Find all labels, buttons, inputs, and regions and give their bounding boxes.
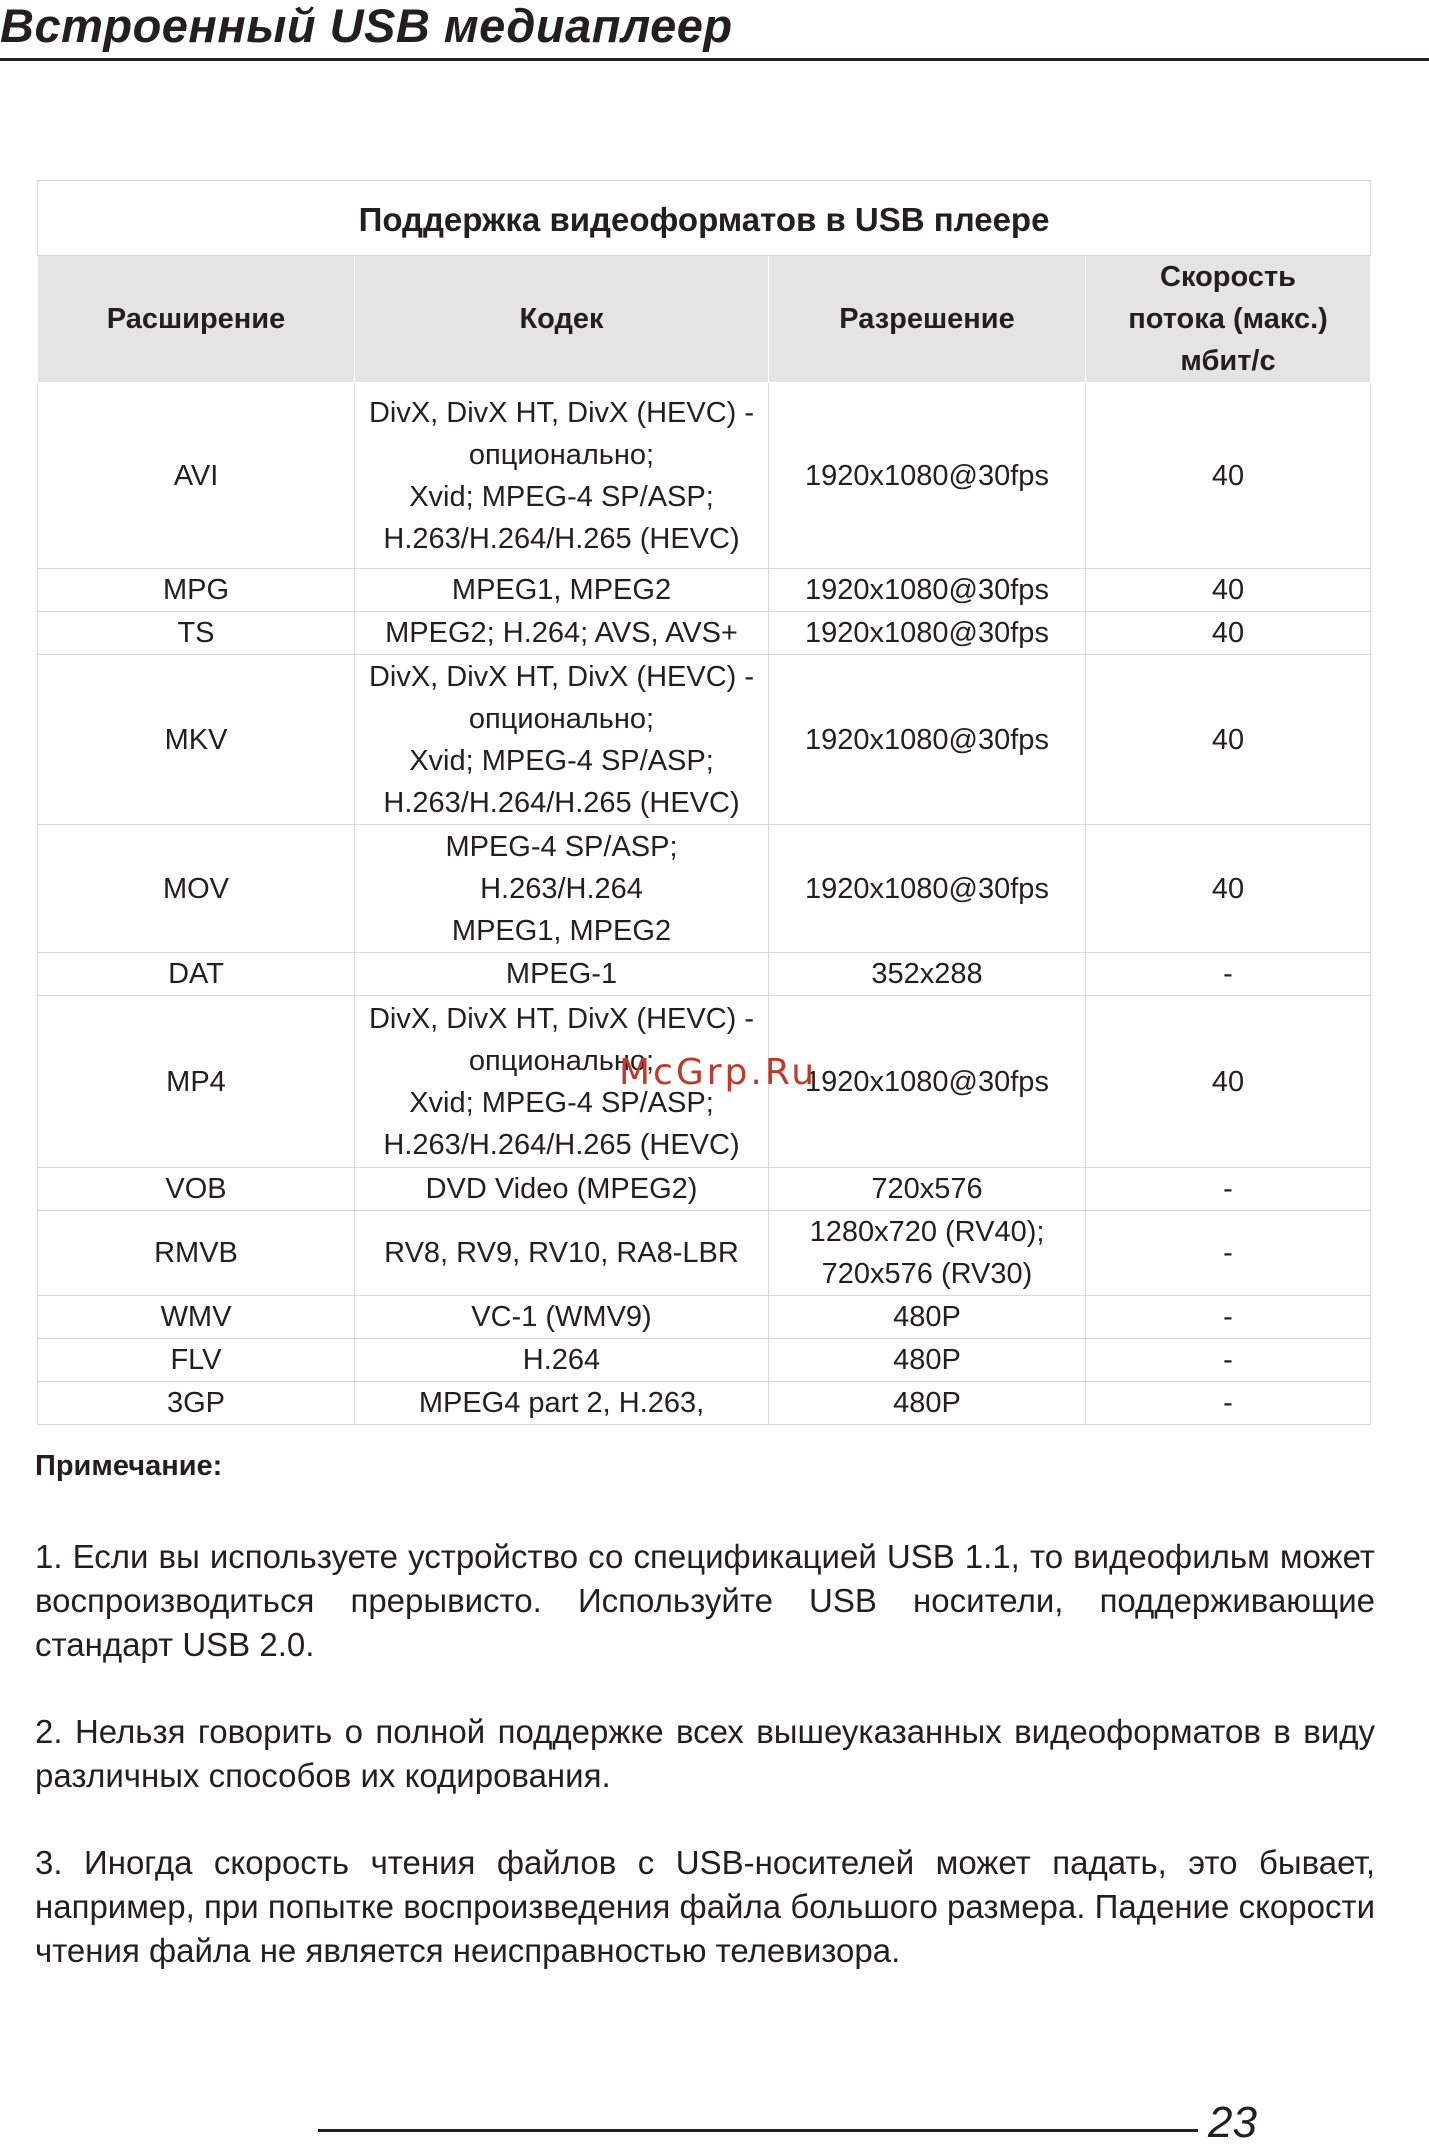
table-row: [38, 1296, 1371, 1339]
cell-resolution: 1920x1080@30fps: [769, 383, 1086, 569]
cell-bitrate: 40: [1086, 996, 1371, 1168]
notes-section: [35, 1450, 1375, 2016]
cell-bitrate: 40: [1086, 655, 1371, 825]
cell-resolution: 1920x1080@30fps: [769, 996, 1086, 1168]
video-formats-table: [37, 180, 1371, 1425]
cell-resolution: 480P: [769, 1339, 1086, 1382]
cell-resolution: 720x576: [769, 1168, 1086, 1211]
table-row: [38, 1211, 1371, 1296]
table-row: [38, 1168, 1371, 1211]
column-header-extension: Расширение: [38, 256, 355, 383]
table-row: [38, 569, 1371, 612]
cell-resolution: 352x288: [769, 953, 1086, 996]
table-caption-row: [38, 181, 1371, 256]
table-row: [38, 825, 1371, 953]
table-row: [38, 953, 1371, 996]
cell-extension: RMVB: [38, 1211, 355, 1296]
cell-resolution: 1920x1080@30fps: [769, 569, 1086, 612]
cell-resolution: 1920x1080@30fps: [769, 655, 1086, 825]
cell-bitrate: -: [1086, 1296, 1371, 1339]
table-row: [38, 383, 1371, 569]
cell-resolution: 1920x1080@30fps: [769, 612, 1086, 655]
table-row: [38, 1382, 1371, 1425]
cell-bitrate: -: [1086, 1168, 1371, 1211]
cell-codec: RV8, RV9, RV10, RA8-LBR: [355, 1211, 769, 1296]
note-item: 2. Нельзя говорить о полной поддержке всех вышеуказанных видеоформатов в виду различных способов их кодирования.: [35, 1713, 1375, 1794]
cell-codec: DivX, DivX HT, DivX (HEVC) - опционально; Xvid; MPEG-4 SP/ASP; H.263/H.264/H.265 (HEVC): [355, 996, 769, 1168]
page-header: [0, 0, 1429, 61]
cell-resolution: 480P: [769, 1296, 1086, 1339]
cell-extension: MP4: [38, 996, 355, 1168]
cell-bitrate: 40: [1086, 825, 1371, 953]
cell-bitrate: -: [1086, 1211, 1371, 1296]
table-caption: Поддержка видеоформатов в USB плеере: [38, 181, 1371, 256]
notes-title: Примечание:: [35, 1450, 223, 1482]
column-header-bitrate: Скорость потока (макс.) мбит/с: [1086, 256, 1371, 383]
cell-codec: MPEG2; H.264; AVS, AVS+: [355, 612, 769, 655]
page-title: Встроенный USB медиаплеер: [0, 0, 733, 52]
cell-extension: 3GP: [38, 1382, 355, 1425]
cell-extension: MKV: [38, 655, 355, 825]
cell-bitrate: -: [1086, 1339, 1371, 1382]
cell-bitrate: 40: [1086, 569, 1371, 612]
footer-divider: [318, 2129, 1198, 2132]
page-number: 23: [1208, 2098, 1257, 2147]
cell-bitrate: 40: [1086, 383, 1371, 569]
cell-extension: MPG: [38, 569, 355, 612]
cell-codec: DVD Video (MPEG2): [355, 1168, 769, 1211]
cell-bitrate: -: [1086, 953, 1371, 996]
cell-bitrate: -: [1086, 1382, 1371, 1425]
cell-bitrate: 40: [1086, 612, 1371, 655]
cell-codec: DivX, DivX HT, DivX (HEVC) - опционально; Xvid; MPEG-4 SP/ASP; H.263/H.264/H.265 (HEVC): [355, 383, 769, 569]
cell-codec: H.264: [355, 1339, 769, 1382]
cell-extension: FLV: [38, 1339, 355, 1382]
cell-extension: DAT: [38, 953, 355, 996]
note-item: 1. Если вы используете устройство со спецификацией USB 1.1, то видеофильм может воспроизводиться прерывисто. Используйте USB носители, поддерживающие стандарт USB 2.0.: [35, 1538, 1375, 1663]
cell-codec: MPEG1, MPEG2: [355, 569, 769, 612]
cell-resolution: 1920x1080@30fps: [769, 825, 1086, 953]
cell-extension: VOB: [38, 1168, 355, 1211]
cell-extension: MOV: [38, 825, 355, 953]
cell-resolution: 480P: [769, 1382, 1086, 1425]
cell-codec: MPEG-1: [355, 953, 769, 996]
cell-resolution: 1280x720 (RV40); 720x576 (RV30): [769, 1211, 1086, 1296]
cell-codec: MPEG4 part 2, H.263,: [355, 1382, 769, 1425]
column-header-resolution: Разрешение: [769, 256, 1086, 383]
table-header-row: [38, 256, 1371, 383]
cell-codec: MPEG-4 SP/ASP; H.263/H.264 MPEG1, MPEG2: [355, 825, 769, 953]
table-row: [38, 1339, 1371, 1382]
cell-codec: DivX, DivX HT, DivX (HEVC) - опционально; Xvid; MPEG-4 SP/ASP; H.263/H.264/H.265 (HEVC): [355, 655, 769, 825]
watermark: McGrp.Ru: [619, 1052, 818, 1093]
column-header-codec: Кодек: [355, 256, 769, 383]
cell-extension: TS: [38, 612, 355, 655]
table-row: [38, 655, 1371, 825]
table-row: [38, 612, 1371, 655]
cell-codec: VC-1 (WMV9): [355, 1296, 769, 1339]
note-item: 3. Иногда скорость чтения файлов с USB-носителей может падать, это бывает, например, при попытке воспроизведения файла большого размера. Падение скорости чтения файла не является неисправностью телевизора.: [35, 1844, 1375, 1969]
cell-extension: WMV: [38, 1296, 355, 1339]
cell-extension: AVI: [38, 383, 355, 569]
